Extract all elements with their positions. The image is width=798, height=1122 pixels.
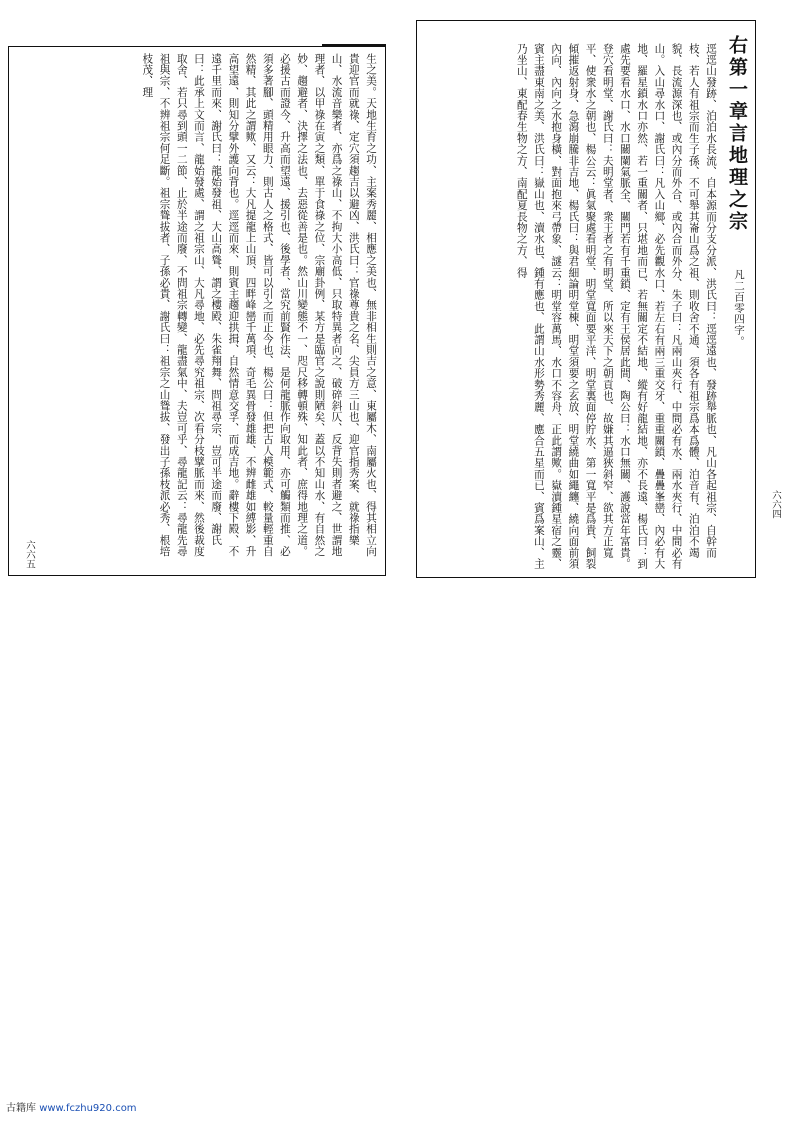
left-page-number: 六六五 — [24, 540, 35, 569]
footer-watermark — [6, 1099, 137, 1114]
footer-url[interactable]: www.fczhu920.com — [39, 1103, 137, 1114]
right-page-body-text: 逕逕山發跡、泊泊水長流、自本源而分支分派、洪氏曰：逕逕遠也、發跡舉脈也、凡山各起祖宗、自幹而枝、若人有祖宗而生子孫、不可舉其崙山爲之祖、則收舍不通、須各有祖宗爲本爲體、泊音有、泊泊不竭貌、長流源深也、或內分而外合、或內合而外分、朱子曰：凡兩山夾行、中間必有水、兩水夾行、中間必有山。入山尋水口、謝氏曰：凡入山鄉、必先觀水口、若左右有兩三重交牙、重重關鎖、疊疊峯巒、內必有大地、羅星鎖水口亦然、若一重關者、只堪地而已、若無關定不結地、縱有好龍結地、亦不長遠、楊氏曰：到處先要看水口、水口關闌氣脈全、關門若有千重鎖、定有王侯居此間、陶公曰：水口無關、護說當年富貴。登穴看明堂、謝氏曰：夫明堂者、衆王者之有明堂、所以來天下之朝貢也、故嫌其逼狹斜窄、欲其方正寬平、使衆水之朝也、楊公云：眞氣聚處看明堂、明堂寬面要平洋、明堂裏面停貯水、第一寬平是爲貴、飼裂傾摧返射身、急瀉崩騰非吉地、楊氏曰：與君細論明堂棟、明堂須要之玄放、明堂繞曲如繩纏、繞向面前須內向、內向之水抱身橫、對面抱來弓帶象、謎云：明堂容萬馬、水口不容舟、正此謂歟。嶽瀆鍾星宿之靈、賓主盡東南之美、洪氏曰：嶽山也、瀆水也、鍾有應也、此謂山水形勢秀麗、應合五星而已、賓爲案山、主乃坐山、東配春生物之方、南配夏長物之方、得 — [515, 43, 717, 570]
left-page-border — [8, 46, 386, 576]
right-page-border — [416, 20, 756, 578]
chapter-heading — [723, 35, 749, 265]
right-page-number: 六六四 — [770, 490, 781, 519]
chapter-heading-text: 右第一章言地理之宗 — [726, 35, 748, 233]
heading-note: 凡二百零四字。 — [733, 269, 745, 347]
footer-site-name: 古籍库 — [6, 1103, 36, 1114]
left-page-body-text: 生之美。天地生育之功、主案秀麗、相應之美也、無非相生則吉之意、東屬木、南屬火也、得其相立向貴迎官而就祿、定穴須趨吉以避凶、洪氏曰：官祿尊貴之名、尖員方三山也、迎官指秀案、就祿指樂山、水流音樂者、亦爲之祿山、不拘大小高低、只取特異者向之、破碎斜仄、反背失則者避之、世謂地理者、以甲祿在寅之類、單于食祿之位、宗廟卦例、某方是臨官之說則陋矣、蓋以不知山水、有自然之妙、趨避者、決擇之法也、去惡從善是也。然山川變態不一、咫尺移轉頓殊、知此者、庶得地理之道。必援古而證今、升高而望遠、援引也、後學者、當究前賢作法、是何龍脈作向取用、亦可觸類而推、必須多著腳、頭精用眼力、則古人之格式、皆可以引之而正今也、楊公曰：但把古人模範式、較量輕重自然精、其此之謂歟、又云：大凡提龍上山頂、四畔峰巒千萬項、奇毛異骨發雄雄、不辨雌雄如縛影、升高望遠、則知分擘外護向背也。逕逕而來、則賓主趨迎拱揖、自然情意交孚、而成吉地。辭樓下殿、不遠千里而來、謝氏曰：龍始發祖、大山高聳、謂之樓殿、朱雀翔舞、問祖尋宗、豈可半途而廢、謝氏曰：此承上文而言、龍始發處、謂之祖宗山、大凡尋地、必先尋究祖宗、次看分枝擘脈而來、然後裁度取舍、若只尋到頭一二節、止於半途而廢、不問祖宗轉變、龍盡氣中、夫豈可乎、尋龍記云：尋龍先尋祖與宗、不辨祖宗何足斷。祖宗聳拔者、子孫必貴、謝氏曰：祖宗之山聳拔、發出子孫枝派必秀、根培枝茂、理 — [141, 53, 377, 557]
